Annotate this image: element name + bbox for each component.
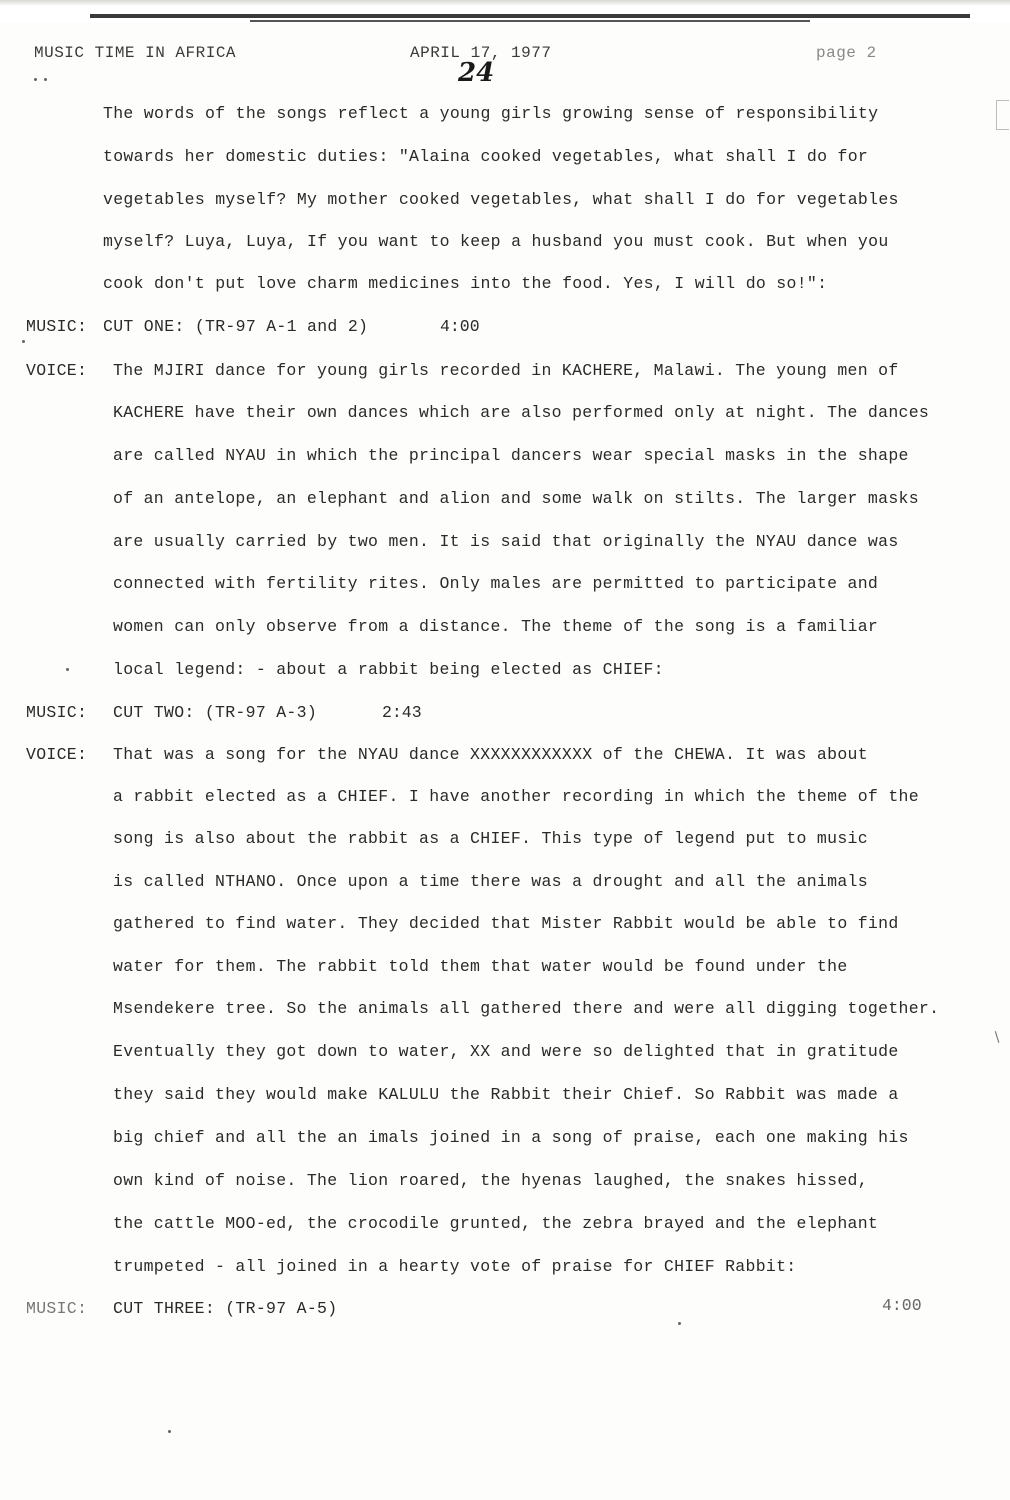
broadcast-date: APRIL 17, 1977 xyxy=(410,44,552,62)
cut-three-duration: 4:00 xyxy=(882,1296,922,1315)
margin-dot xyxy=(44,78,47,81)
voice-one-line: local legend: - about a rabbit being elected as CHIEF: xyxy=(113,660,664,679)
music-cut-three: CUT THREE: (TR-97 A-5) xyxy=(113,1299,338,1318)
voice-one-line: are usually carried by two men. It is said that originally the NYAU dance was xyxy=(113,532,899,551)
cut-two-duration: 2:43 xyxy=(382,703,422,722)
intro-line: cook don't put love charm medicines into the food. Yes, I will do so!": xyxy=(103,274,828,293)
voice-label: VOICE: xyxy=(26,745,88,764)
voice-one-line: are called NYAU in which the principal dancers wear special masks in the shape xyxy=(113,446,909,465)
program-title: MUSIC TIME IN AFRICA xyxy=(34,44,237,62)
voice-one-line: of an antelope, an elephant and alion and some walk on stilts. The larger masks xyxy=(113,489,919,508)
handwritten-number: 24 xyxy=(458,58,495,88)
voice-two-line: they said they would make KALULU the Rabbit their Chief. So Rabbit was made a xyxy=(113,1085,899,1104)
voice-two-line: song is also about the rabbit as a CHIEF. This type of legend put to music xyxy=(113,829,868,848)
margin-mark: ∖ xyxy=(992,1030,1001,1046)
intro-line: towards her domestic duties: "Alaina cooked vegetables, what shall I do for xyxy=(103,147,869,166)
voice-label: VOICE: xyxy=(26,361,88,380)
cut-one-duration: 4:00 xyxy=(440,317,480,336)
voice-two-line: water for them. The rabbit told them that water would be found under the xyxy=(113,957,848,976)
music-label: MUSIC: xyxy=(26,317,88,336)
margin-dot xyxy=(678,1322,681,1325)
voice-two-line: the cattle MOO-ed, the crocodile grunted, the zebra brayed and the elephant xyxy=(113,1214,879,1233)
margin-bracket xyxy=(996,100,1009,130)
margin-dot xyxy=(66,668,69,671)
margin-dot xyxy=(22,340,25,343)
voice-two-line: is called NTHANO. Once upon a time there was a drought and all the animals xyxy=(113,872,868,891)
music-cut-one: CUT ONE: (TR-97 A-1 and 2) xyxy=(103,317,369,336)
top-rule xyxy=(90,14,970,18)
music-label: MUSIC: xyxy=(26,1299,88,1318)
voice-two-line: trumpeted - all joined in a hearty vote of praise for CHIEF Rabbit: xyxy=(113,1257,797,1276)
music-cut-two: CUT TWO: (TR-97 A-3) xyxy=(113,703,318,722)
page-number: page 2 xyxy=(816,44,877,62)
voice-two-line: own kind of noise. The lion roared, the hyenas laughed, the snakes hissed, xyxy=(113,1171,868,1190)
intro-line: myself? Luya, Luya, If you want to keep a husband you must cook. But when you xyxy=(103,232,889,251)
voice-two-line: a rabbit elected as a CHIEF. I have another recording in which the theme of the xyxy=(113,787,919,806)
voice-one-line: The MJIRI dance for young girls recorded in KACHERE, Malawi. The young men of xyxy=(113,361,899,380)
voice-two-line: That was a song for the NYAU dance XXXXXXXXXXXX of the CHEWA. It was about xyxy=(113,745,868,764)
voice-two-line: Eventually they got down to water, XX and were so delighted that in gratitude xyxy=(113,1042,899,1061)
voice-one-line: women can only observe from a distance. The theme of the song is a familiar xyxy=(113,617,879,636)
margin-dot xyxy=(34,78,37,81)
voice-one-line: KACHERE have their own dances which are also performed only at night. The dances xyxy=(113,403,930,422)
voice-two-line: big chief and all the an imals joined in a song of praise, each one making his xyxy=(113,1128,909,1147)
voice-two-line: gathered to find water. They decided that Mister Rabbit would be able to find xyxy=(113,914,899,933)
intro-line: vegetables myself? My mother cooked vegetables, what shall I do for vegetables xyxy=(103,190,899,209)
page-top-edge xyxy=(0,0,1010,22)
music-label: MUSIC: xyxy=(26,703,88,722)
voice-two-line: Msendekere tree. So the animals all gathered there and were all digging together. xyxy=(113,999,940,1018)
top-rule-thin xyxy=(250,20,810,22)
intro-line: The words of the songs reflect a young girls growing sense of responsibility xyxy=(103,104,879,123)
voice-one-line: connected with fertility rites. Only males are permitted to participate and xyxy=(113,574,879,593)
margin-dot xyxy=(168,1430,171,1433)
